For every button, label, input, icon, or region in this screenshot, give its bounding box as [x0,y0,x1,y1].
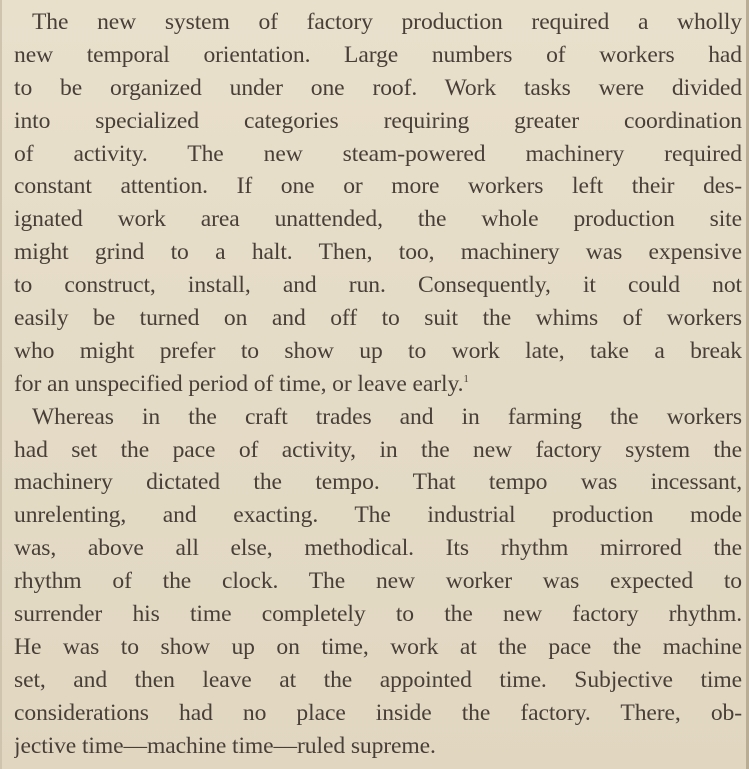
text-line: considerations had no place inside the factory. There, ob- [14,699,742,726]
text-line: machinery dictated the tempo. That tempo was incessant, [14,469,742,496]
text-line: of activity. The new steam-powered machinery required [14,140,742,167]
text-line: Whereas in the craft trades and in farming the workers [32,403,742,430]
paragraph-2 [14,401,742,763]
text-line: easily be turned on and off to suit the whims of workers [14,305,742,332]
text-line: constant attention. If one or more workers left their des- [14,173,742,200]
text-line: jective time—machine time—ruled supreme. [14,732,436,759]
text-line: new temporal orientation. Large numbers of workers had [14,41,742,68]
text-line: rhythm of the clock. The new worker was expected to [14,568,742,595]
text-line: into specialized categories requiring greater coordination [14,107,742,134]
text-line [14,368,742,401]
footnote-marker[interactable]: 1 [463,372,469,385]
text-line: ignated work area unattended, the whole production site [14,206,742,233]
text-line: He was to show up on time, work at the pace the machine [14,633,742,660]
text-line: might grind to a halt. Then, too, machinery was expensive [14,239,742,266]
text-line: had set the pace of activity, in the new factory system the [14,436,742,463]
text-line: set, and then leave at the appointed time. Subjective time [14,666,742,693]
body-text [14,6,742,762]
text-line: The new system of factory production required a wholly [32,9,742,35]
text-line: who might prefer to show up to work late, take a break [14,337,742,364]
text-line: to be organized under one roof. Work tasks were divided [14,74,742,101]
text-line: surrender his time completely to the new factory rhythm. [14,601,742,628]
paragraph-1 [14,6,742,401]
text-line: unrelenting, and exacting. The industrial production mode [14,502,742,529]
text-line: to construct, install, and run. Consequently, it could not [14,272,742,299]
text-line-content: for an unspecified period of time, or leave early. [14,370,464,397]
text-line: was, above all else, methodical. Its rhythm mirrored the [14,535,742,562]
